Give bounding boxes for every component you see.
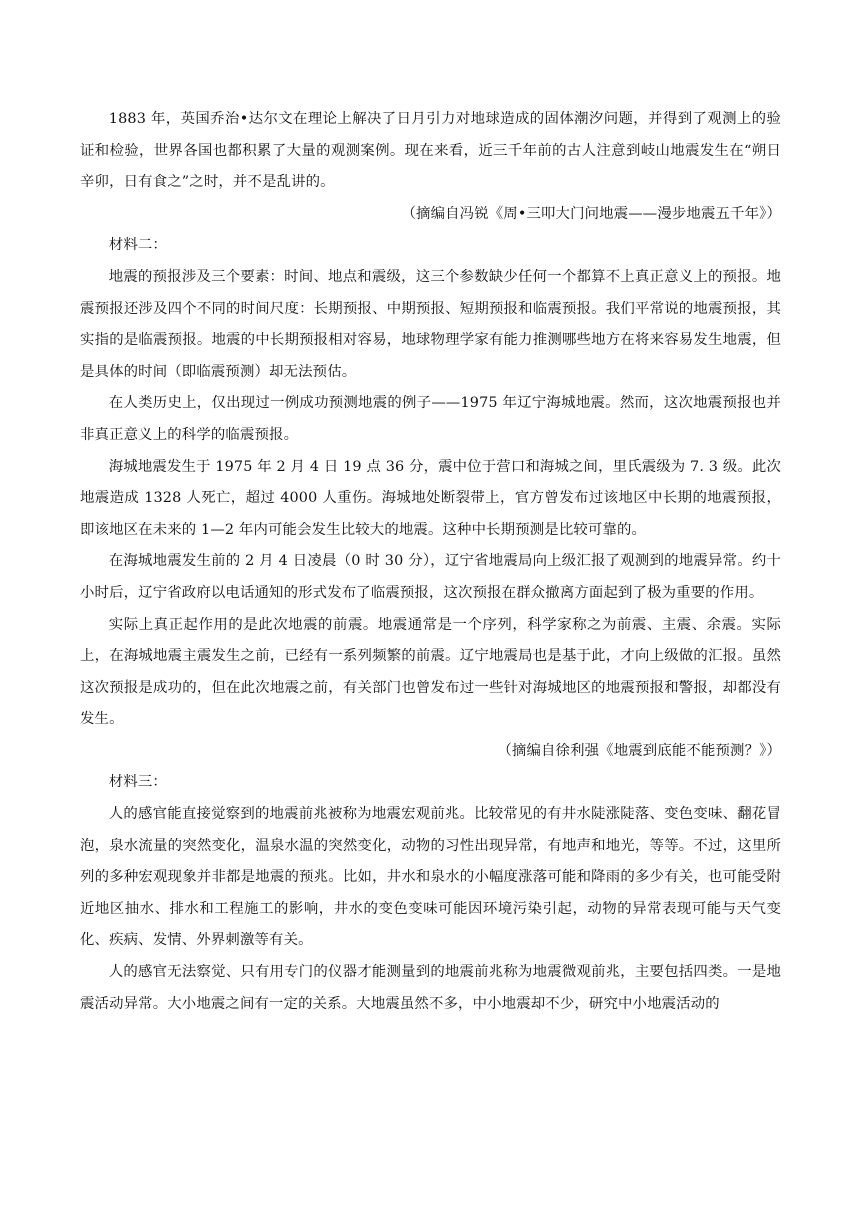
paragraph-prediction-elements: 地震的预报涉及三个要素：时间、地点和震级，这三个参数缺少任何一个都算不上真正意义上的预报。地震预报还涉及四个不同的时间尺度：长期预报、中期预报、短期预报和临震预报。我们平常说的地震预报，其实指的是临震预报。地震的中长期预报相对容易，地球物理学家有能力推测哪些地方在将来容易发生地震，但是具体的时间（即临震预测）却无法预估。	[80, 268, 781, 380]
paragraph-darwin-tides: 1883 年，英国乔治•达尔文在理论上解决了日月引力对地球造成的固体潮汐问题，并得到了观测上的验证和检验，世界各国也都积累了大量的观测案例。现在来看，近三千年前的古人注意到岐山地震发生在“朔日辛卯，日有食之”之时，并不是乱讲的。	[80, 111, 781, 191]
paragraph-haicheng-details: 海城地震发生于 1975 年 2 月 4 日 19 点 36 分，震中位于营口和海城之间，里氏震级为 7. 3 级。此次地震造成 1328 人死亡，超过 4000 人重伤。海城地处断裂带上，官方曾发布过该地区中长期的地震预报，即该地区在未来的 1—2 年内可能会发生比较大的地震。这种中长期预测是比较可靠的。	[80, 458, 781, 538]
section-heading-material-2: 材料二：	[108, 237, 167, 254]
source-citation-feng-rui: （摘编自冯锐《周•三叩大门问地震——漫步地震五千年》）	[401, 205, 781, 222]
section-heading-material-3: 材料三：	[108, 774, 167, 791]
paragraph-haicheng-warning: 在海城地震发生前的 2 月 4 日凌晨（0 时 30 分），辽宁省地震局向上级汇报了观测到的地震异常。约十小时后，辽宁省政府以电话通知的形式发布了临震预报，这次预报在群众撤离方面起到了极为重要的作用。	[80, 553, 781, 601]
paragraph-haicheng-history: 在人类历史上，仅出现过一例成功预测地震的例子——1975 年辽宁海城地震。然而，这次地震预报也并非真正意义上的科学的临震预报。	[80, 395, 781, 443]
paragraph-macro-precursors: 人的感官能直接觉察到的地震前兆被称为地震宏观前兆。比较常见的有井水陡涨陡落、变色变味、翻花冒泡，泉水流量的突然变化，温泉水温的突然变化，动物的习性出现异常，有地声和地光，等等。不过，这里所列的多种宏观现象并非都是地震的预兆。比如，井水和泉水的小幅度涨落可能和降雨的多少有关，也可能受附近地区抽水、排水和工程施工的影响，井水的变色变味可能因环境污染引起，动物的异常表现可能与天气变化、疾病、发情、外界刺激等有关。	[80, 806, 781, 949]
paragraph-micro-precursors: 人的感官无法察觉、只有用专门的仪器才能测量到的地震前兆称为地震微观前兆，主要包括四类。一是地震活动异常。大小地震之间有一定的关系。大地震虽然不多，中小地震却不少，研究中小地震活动的	[80, 964, 781, 1012]
document-page	[80, 104, 781, 1020]
paragraph-foreshocks: 实际上真正起作用的是此次地震的前震。地震通常是一个序列，科学家称之为前震、主震、余震。实际上，在海城地震主震发生之前，已经有一系列频繁的前震。辽宁地震局也是基于此，才向上级做的汇报。虽然这次预报是成功的，但在此次地震之前，有关部门也曾发布过一些针对海城地区的地震预报和警报，却都没有发生。	[80, 616, 781, 728]
source-citation-xu-liqiang: （摘编自徐利强《地震到底能不能预测？》）	[497, 742, 781, 759]
